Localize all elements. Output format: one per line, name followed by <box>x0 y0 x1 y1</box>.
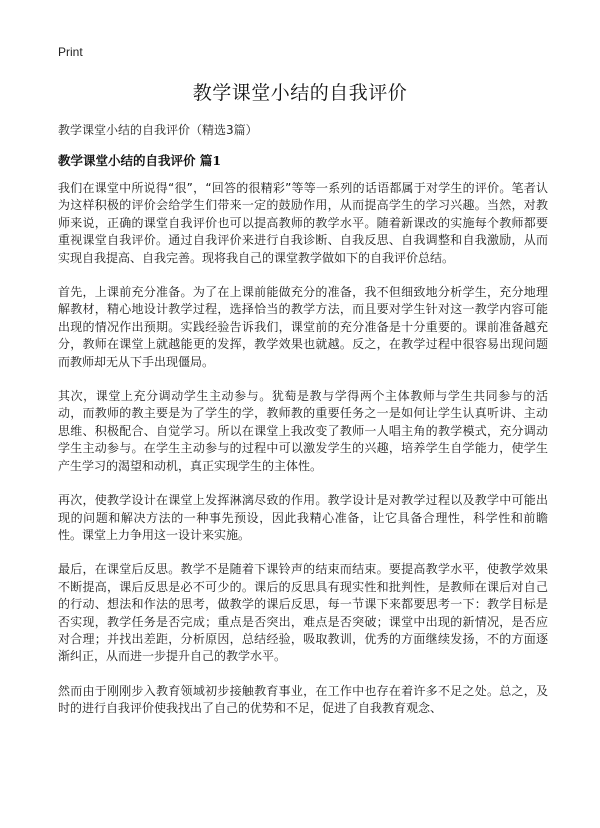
paragraph-6: 然而由于刚刚步入教育领域初步接触教育事业，在工作中也存在着许多不足之处。总之，及时的进行自我评价使我找出了自己的优势和不足，促进了自我教育观念、 <box>58 683 548 716</box>
paragraph-4: 再次，使教学设计在课堂上发挥淋漓尽致的作用。教学设计是对教学过程以及教学中可能出现的问题和解决方法的一种事先预设，因此我精心准备，让它具备合理性，科学性和前瞻性。课堂上力争用这一设计来实施。 <box>58 493 548 542</box>
paragraph-5: 最后，在课堂后反思。教学不是随着下课铃声的结束而结束。要提高教学水平，使教学效果不断提高，课后反思是必不可少的。课后的反思具有现实性和批判性，是教师在课后对自己的行动、想法和作法的思考，做教学的课后反思，每一节课下来都要思考一下：教学目标是否实现，教学任务是否完成；重点是否突出，难点是否突破；课堂中出现的新情况，是否应对合理；并找出差距，分析原因，总结经验，吸取教训，优秀的方面继续发扬，不的方面逐渐纠正，从而进一步提升自己的教学水平。 <box>58 562 548 664</box>
section-heading: 教学课堂小结的自我评价 篇1 <box>58 153 222 168</box>
document-subtitle: 教学课堂小结的自我评价（精选3篇） <box>58 123 258 137</box>
page-title: 教学课堂小结的自我评价 <box>192 82 408 104</box>
article-body <box>58 180 548 735</box>
paragraph-2: 首先，上课前充分准备。为了在上课前能做充分的准备，我不但细致地分析学生，充分地理解教材，精心地设计教学过程，选择恰当的教学方法，而且要对学生针对这一教学内容可能出现的情况作出预期。实践经验告诉我们，课堂前的充分准备是十分重要的。课前准备越充分，教师在课堂上就越能更的发挥，教学效果也就越。反之，在教学过程中很容易出现问题而教师却无从下手出现僵局。 <box>58 285 548 369</box>
paragraph-3: 其次，课堂上充分调动学生主动参与。犹萄是教与学得两个主体教师与学生共同参与的活动，而教师的教主要是为了学生的学，教师教的重要任务之一是如何让学生认真听讲、主动思维、积极配合、自觉学习。所以在课堂上我改变了教师一人唱主角的教学模式，充分调动学生主动参与。在学生主动参与的过程中可以激发学生的兴趣，培养学生自学能力，使学生产生学习的渴望和动机，真正实现学生的主体性。 <box>58 389 548 473</box>
paragraph-1: 我们在课堂中所说得“很”，“回答的很精彩”等等一系列的话语都属于对学生的评价。笔者认为这样积极的评价会给学生们带来一定的鼓励作用，从而提高学生的学习兴趣。当然，对教师来说，正确的课堂自我评价也可以提高教师的教学水平。随着新课改的实施每个教师都要重视课堂自我评价。通过自我评价来进行自我诊断、自我反思、自我调整和自我激励，从而实现自我提高、自我完善。现将我自己的课堂教学做如下的自我评价总结。 <box>58 181 548 265</box>
print-label[interactable]: Print <box>58 45 83 59</box>
